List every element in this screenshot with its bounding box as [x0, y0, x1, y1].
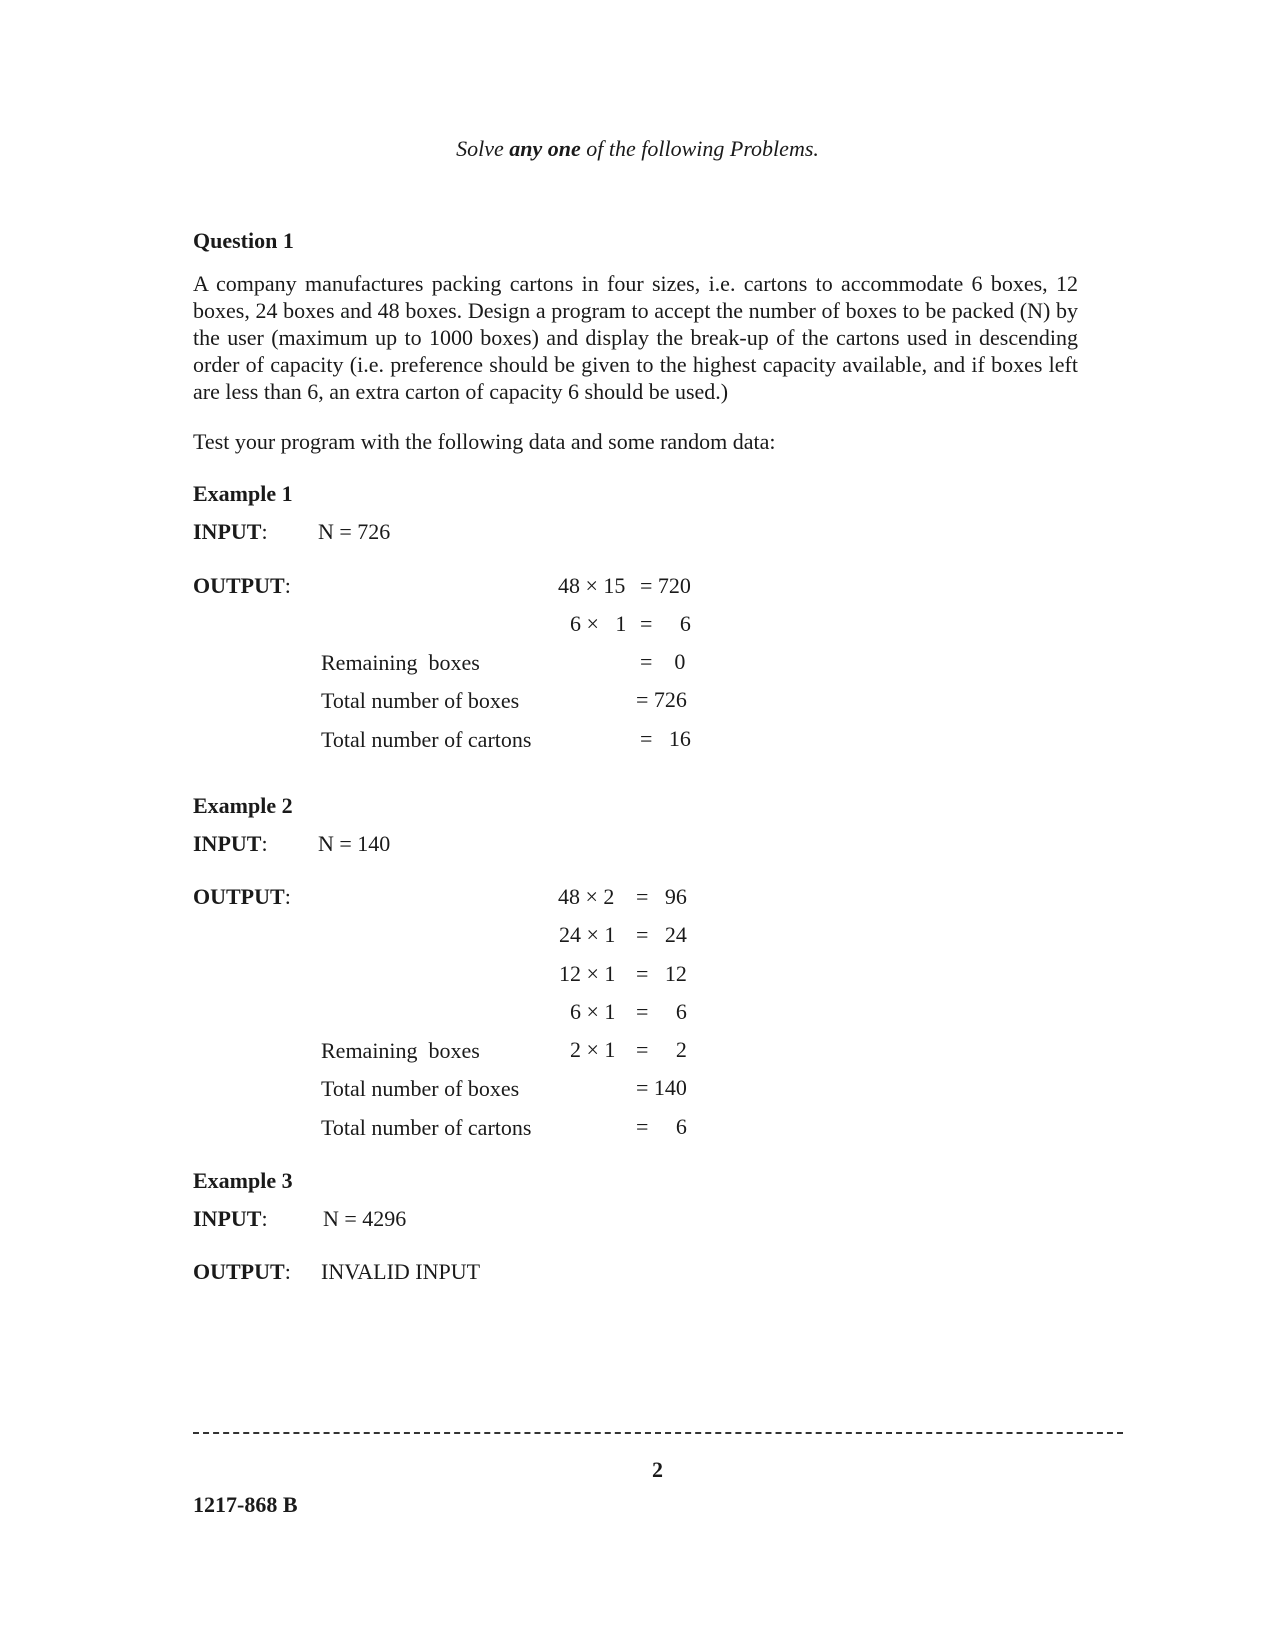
- example-3-output-label: [193, 1259, 291, 1285]
- example-1-title: Example 1: [193, 481, 293, 506]
- footer-divider: [193, 1432, 1123, 1434]
- output-label-text: OUTPUT: [193, 573, 285, 598]
- example-1-remaining-label: Remaining boxes: [321, 650, 480, 675]
- question-title: Question 1: [193, 228, 294, 253]
- output-label-colon: :: [284, 573, 291, 598]
- question-text: A company manufactures packing cartons in four sizes, i.e. cartons to accommodate 6 boxes, 12 boxes, 24 boxes and 48 boxes. Design a program to accept the number of boxes to be packed (N) by the user (maximum up to 1000 boxes) and display the break-up of the cartons used in descending order of capacity (i.e. preference should be given to the highest capacity available, and if boxes left are less than 6, an extra carton of capacity 6 should be used.): [193, 271, 1078, 404]
- input-label-text: INPUT: [193, 831, 262, 856]
- example-1-remaining-value: = 0: [640, 649, 686, 674]
- example-1-row-1-left: 48 × 15: [558, 573, 626, 598]
- instruction-line: [0, 136, 1275, 162]
- input-label-colon: :: [261, 1206, 268, 1231]
- example-2-row-2-left: 24 × 1: [559, 922, 616, 947]
- example-2-remaining-value: = 2: [636, 1037, 687, 1062]
- input-label-colon: :: [261, 831, 268, 856]
- example-2-row-4-right: = 6: [636, 999, 687, 1024]
- example-1-row-1-right: = 720: [640, 573, 691, 598]
- example-2-row-1-left: 48 × 2: [558, 884, 615, 909]
- example-3-output-value: INVALID INPUT: [321, 1259, 481, 1284]
- example-3-input-value: N = 4296: [323, 1206, 407, 1231]
- example-2-row-4-left: 6 × 1: [570, 999, 616, 1024]
- instruction-emphasis: any one: [509, 136, 581, 161]
- example-2-total-cartons-label: Total number of cartons: [321, 1115, 532, 1140]
- instruction-pre: Solve: [456, 136, 510, 161]
- example-2-row-3-right: = 12: [636, 961, 687, 986]
- example-2-row-2-right: = 24: [636, 922, 687, 947]
- paper-code: 1217-868 B: [193, 1492, 298, 1517]
- instruction-post: of the following Problems.: [580, 136, 819, 161]
- example-2-total-cartons-value: = 6: [636, 1114, 687, 1139]
- example-3-title: Example 3: [193, 1168, 293, 1193]
- example-2-remaining-left: 2 × 1: [570, 1037, 616, 1062]
- input-label-text: INPUT: [193, 519, 262, 544]
- example-2-total-boxes-value: = 140: [636, 1075, 687, 1100]
- example-1-input-label: [193, 519, 268, 545]
- example-2-input-label: [193, 831, 268, 857]
- input-label-text: INPUT: [193, 1206, 262, 1231]
- example-1-output-label: [193, 573, 291, 599]
- example-2-row-1-right: = 96: [636, 884, 687, 909]
- example-3-input-label: [193, 1206, 268, 1232]
- example-2-title: Example 2: [193, 793, 293, 818]
- example-2-row-3-left: 12 × 1: [559, 961, 616, 986]
- example-2-remaining-label: Remaining boxes: [321, 1038, 480, 1063]
- example-1-total-cartons-value: = 16: [640, 726, 691, 751]
- output-label-text: OUTPUT: [193, 884, 285, 909]
- output-label-colon: :: [284, 884, 291, 909]
- input-label-colon: :: [261, 519, 268, 544]
- example-1-input-value: N = 726: [318, 519, 391, 544]
- example-1-total-boxes-label: Total number of boxes: [321, 688, 520, 713]
- example-1-total-cartons-label: Total number of cartons: [321, 727, 532, 752]
- example-1-row-2-right: = 6: [640, 611, 691, 636]
- page-number: 2: [652, 1457, 663, 1482]
- test-instruction: Test your program with the following data and some random data:: [193, 429, 776, 454]
- example-2-input-value: N = 140: [318, 831, 391, 856]
- example-2-output-label: [193, 884, 291, 910]
- example-1-total-boxes-value: = 726: [636, 687, 687, 712]
- output-label-colon: :: [284, 1259, 291, 1284]
- example-2-total-boxes-label: Total number of boxes: [321, 1076, 520, 1101]
- output-label-text: OUTPUT: [193, 1259, 285, 1284]
- example-1-row-2-left: 6 × 1: [570, 611, 627, 636]
